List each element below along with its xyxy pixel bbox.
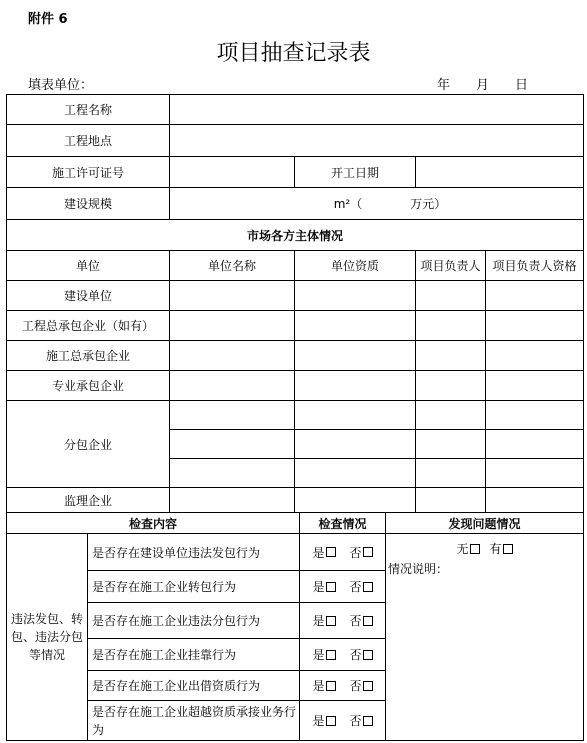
- cell-input[interactable]: [295, 311, 416, 341]
- header-unit-qualification: 单位资质: [295, 251, 416, 281]
- no-label: 否: [349, 714, 362, 728]
- cell-input[interactable]: [170, 341, 295, 371]
- cell-input[interactable]: [486, 401, 584, 430]
- issue-note-label: 情况说明：: [388, 562, 449, 576]
- no-checkbox[interactable]: [363, 582, 373, 592]
- issue-options: [386, 540, 583, 557]
- yes-label: 是: [312, 580, 325, 594]
- cell-input[interactable]: [416, 341, 486, 371]
- label-project-location: 工程地点: [7, 125, 170, 157]
- cell-input[interactable]: [295, 401, 416, 430]
- unit-supervision: 监理企业: [7, 488, 170, 513]
- date-year: 年: [437, 78, 451, 93]
- unit-epc: 工程总承包企业（如有）: [7, 311, 170, 341]
- cell-input[interactable]: [295, 371, 416, 401]
- status-cell: [300, 639, 386, 671]
- fill-unit-label: 填表单位：: [28, 78, 94, 93]
- unit-general-contractor: 施工总承包企业: [7, 341, 170, 371]
- no-checkbox[interactable]: [363, 547, 373, 557]
- header-inspection-status: 检查情况: [300, 513, 386, 534]
- label-permit-no: 施工许可证号: [7, 157, 170, 188]
- project-info-table: [6, 94, 584, 513]
- cell-input[interactable]: [295, 488, 416, 513]
- cell-input[interactable]: [416, 281, 486, 311]
- status-cell: [300, 534, 386, 571]
- inspection-table: [6, 512, 584, 741]
- label-scale: 建设规模: [7, 188, 170, 220]
- item-affiliation: 是否存在施工企业挂靠行为: [88, 639, 300, 671]
- unit-specialty-contractor: 专业承包企业: [7, 371, 170, 401]
- value-start-date[interactable]: [416, 157, 584, 188]
- cell-input[interactable]: [486, 371, 584, 401]
- cell-input[interactable]: [295, 341, 416, 371]
- yes-label: 是: [312, 679, 325, 693]
- yes-label: 是: [312, 714, 325, 728]
- yes-checkbox[interactable]: [326, 681, 336, 691]
- unit-construction: 建设单位: [7, 281, 170, 311]
- cell-input[interactable]: [416, 311, 486, 341]
- yes-checkbox[interactable]: [326, 547, 336, 557]
- cell-input[interactable]: [170, 459, 295, 488]
- cell-input[interactable]: [295, 459, 416, 488]
- yes-label: 是: [312, 545, 325, 560]
- cell-input[interactable]: [295, 430, 416, 459]
- cell-input[interactable]: [486, 430, 584, 459]
- header-inspection-content: 检查内容: [7, 513, 300, 534]
- unit-area: m²（: [333, 197, 363, 211]
- item-subcontracting-transfer: 是否存在施工企业转包行为: [88, 571, 300, 603]
- page-title: 项目抽查记录表: [216, 41, 371, 66]
- attachment-label: 附件 6: [28, 12, 68, 27]
- cell-input[interactable]: [170, 488, 295, 513]
- cell-input[interactable]: [416, 488, 486, 513]
- unit-subcontractor: 分包企业: [7, 401, 170, 488]
- status-cell: [300, 671, 386, 701]
- cell-input[interactable]: [416, 401, 486, 430]
- header-unit: 单位: [7, 251, 170, 281]
- unit-money: 万元）: [410, 197, 447, 211]
- no-label: 否: [349, 614, 362, 628]
- yes-checkbox[interactable]: [326, 716, 336, 726]
- issue-have-checkbox[interactable]: [503, 544, 513, 554]
- status-cell: [300, 571, 386, 603]
- no-label: 否: [349, 648, 362, 662]
- cell-input[interactable]: [486, 311, 584, 341]
- header-unit-name: 单位名称: [170, 251, 295, 281]
- header-issues-found: 发现问题情况: [386, 513, 584, 534]
- cell-input[interactable]: [170, 401, 295, 430]
- cell-input[interactable]: [416, 459, 486, 488]
- yes-checkbox[interactable]: [326, 650, 336, 660]
- value-permit-no[interactable]: [170, 157, 295, 188]
- date-line: [437, 74, 528, 93]
- status-cell: [300, 701, 386, 741]
- no-checkbox[interactable]: [363, 650, 373, 660]
- header-project-lead-qualification: 项目负责人资格: [486, 251, 584, 281]
- market-section-title: 市场各方主体情况: [7, 220, 584, 251]
- yes-checkbox[interactable]: [326, 616, 336, 626]
- cell-input[interactable]: [170, 430, 295, 459]
- label-project-name: 工程名称: [7, 95, 170, 125]
- cell-input[interactable]: [295, 281, 416, 311]
- no-checkbox[interactable]: [363, 681, 373, 691]
- cell-input[interactable]: [170, 281, 295, 311]
- date-day: 日: [515, 78, 529, 93]
- value-project-name[interactable]: [170, 95, 584, 125]
- issue-none-label: 无: [456, 542, 469, 556]
- status-cell: [300, 603, 386, 639]
- date-month: 月: [476, 78, 490, 93]
- label-start-date: 开工日期: [295, 157, 416, 188]
- header-project-lead: 项目负责人: [416, 251, 486, 281]
- cell-input[interactable]: [486, 488, 584, 513]
- yes-label: 是: [312, 614, 325, 628]
- value-scale[interactable]: [170, 188, 584, 220]
- item-illegal-award: 是否存在建设单位违法发包行为: [88, 534, 300, 571]
- item-lending-qualification: 是否存在施工企业出借资质行为: [88, 671, 300, 701]
- no-label: 否: [349, 580, 362, 594]
- value-project-location[interactable]: [170, 125, 584, 157]
- cell-input[interactable]: [416, 371, 486, 401]
- cell-input[interactable]: [486, 341, 584, 371]
- item-exceeding-qualification: 是否存在施工企业超越资质承接业务行为: [88, 701, 300, 741]
- item-illegal-subcontract: 是否存在施工企业违法分包行为: [88, 603, 300, 639]
- yes-label: 是: [312, 648, 325, 662]
- no-label: 否: [349, 679, 362, 693]
- no-checkbox[interactable]: [363, 716, 373, 726]
- category-illegal-contracting: 违法发包、转包、违法分包等情况: [7, 534, 88, 741]
- cell-input[interactable]: [416, 430, 486, 459]
- issue-have-label: 有: [489, 542, 502, 556]
- cell-input[interactable]: [170, 371, 295, 401]
- no-checkbox[interactable]: [363, 616, 373, 626]
- cell-input[interactable]: [486, 459, 584, 488]
- no-label: 否: [349, 545, 362, 560]
- cell-input[interactable]: [170, 311, 295, 341]
- yes-checkbox[interactable]: [326, 582, 336, 592]
- cell-input[interactable]: [486, 281, 584, 311]
- issues-cell: [386, 534, 584, 741]
- issue-none-checkbox[interactable]: [470, 544, 480, 554]
